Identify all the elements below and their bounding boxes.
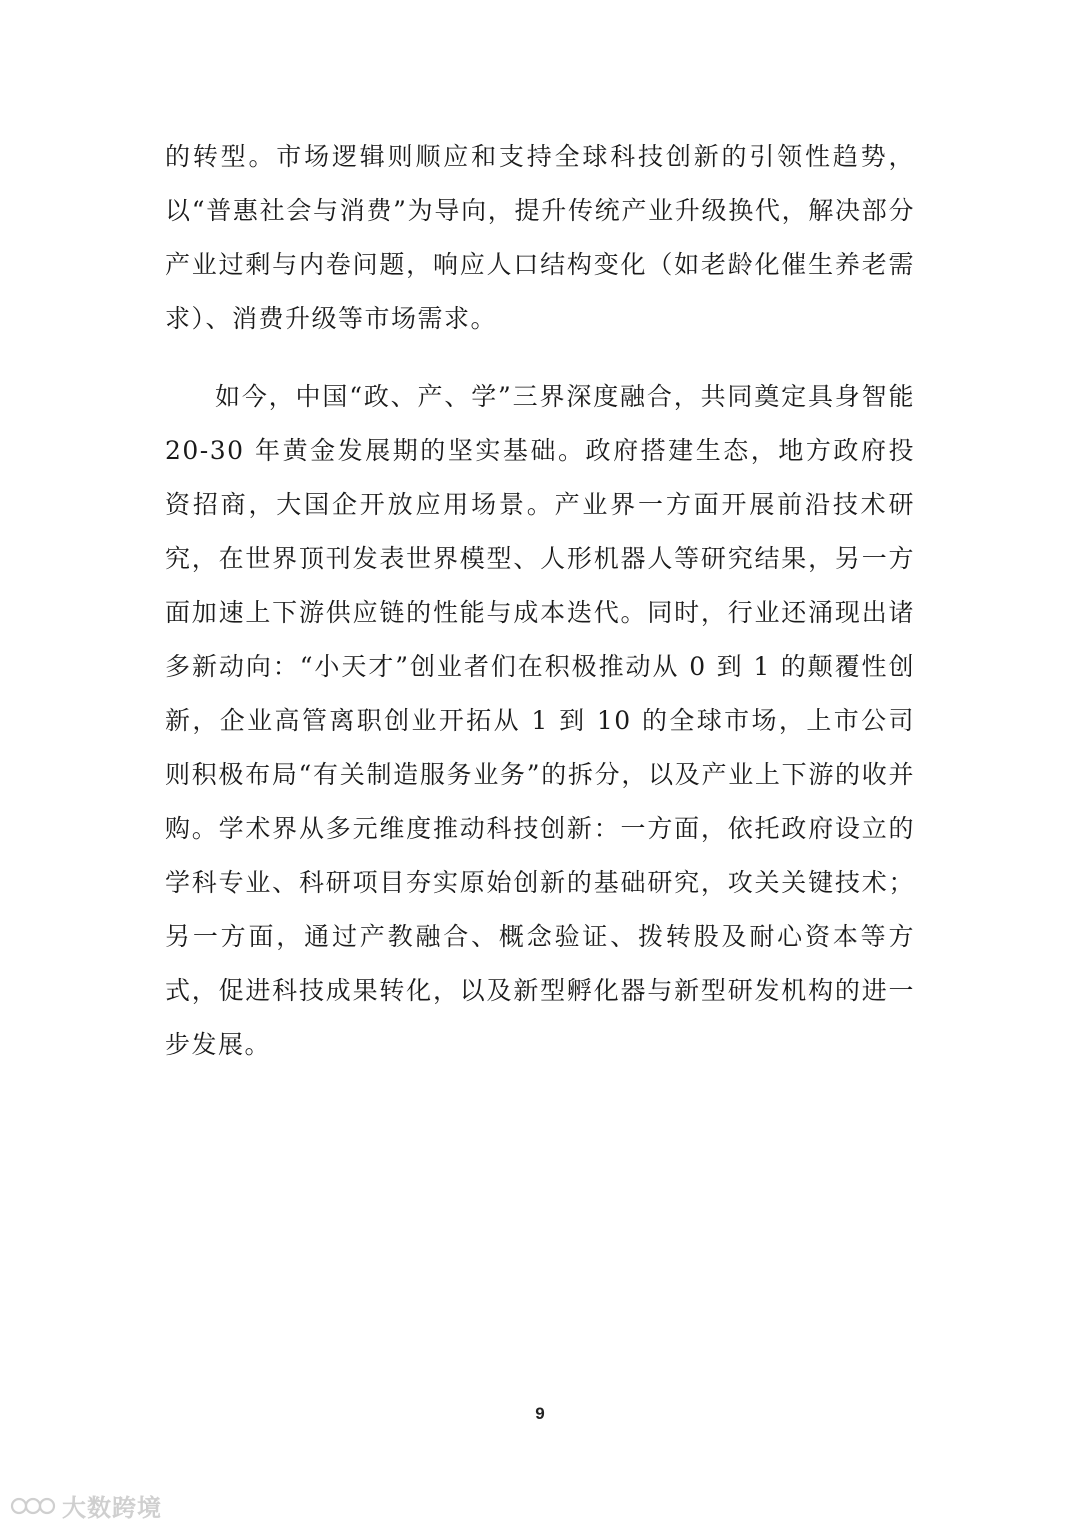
- paragraph-1: 的转型。市场逻辑则顺应和支持全球科技创新的引领性趋势，以“普惠社会与消费”为导向，提升传统产业升级换代，解决部分产业过剩与内卷问题，响应人口结构变化（如老龄化催生养老需求）、消费升级等市场需求。: [165, 142, 915, 333]
- paragraph-block-2: [165, 370, 915, 1072]
- page-number: 9: [535, 1404, 545, 1423]
- watermark: [10, 1488, 162, 1523]
- paragraph-2: 如今，中国“政、产、学”三界深度融合，共同奠定具身智能 20-30 年黄金发展期的坚实基础。政府搭建生态，地方政府投资招商，大国企开放应用场景。产业界一方面开展前沿技术研究，在世界顶刊发表世界模型、人形机器人等研究结果，另一方面加速上下游供应链的性能与成本迭代。同时，行业还涌现出诸多新动向：“小天才”创业者们在积极推动从 0 到 1 的颠覆性创新，企业高管离职创业开拓从 1 到 10 的全球市场，上市公司则积极布局“有关制造服务业务”的拆分，以及产业上下游的收并购。学术界从多元维度推动科技创新：一方面，依托政府设立的学科专业、科研项目夯实原始创新的基础研究，攻关关键技术；另一方面，通过产教融合、概念验证、拨转股及耐心资本等方式，促进科技成果转化，以及新型孵化器与新型研发机构的进一步发展。: [165, 382, 915, 1059]
- paragraph-block-1: [165, 130, 915, 346]
- logo-icon: [10, 1493, 56, 1519]
- watermark-text: 大数跨境: [62, 1494, 162, 1522]
